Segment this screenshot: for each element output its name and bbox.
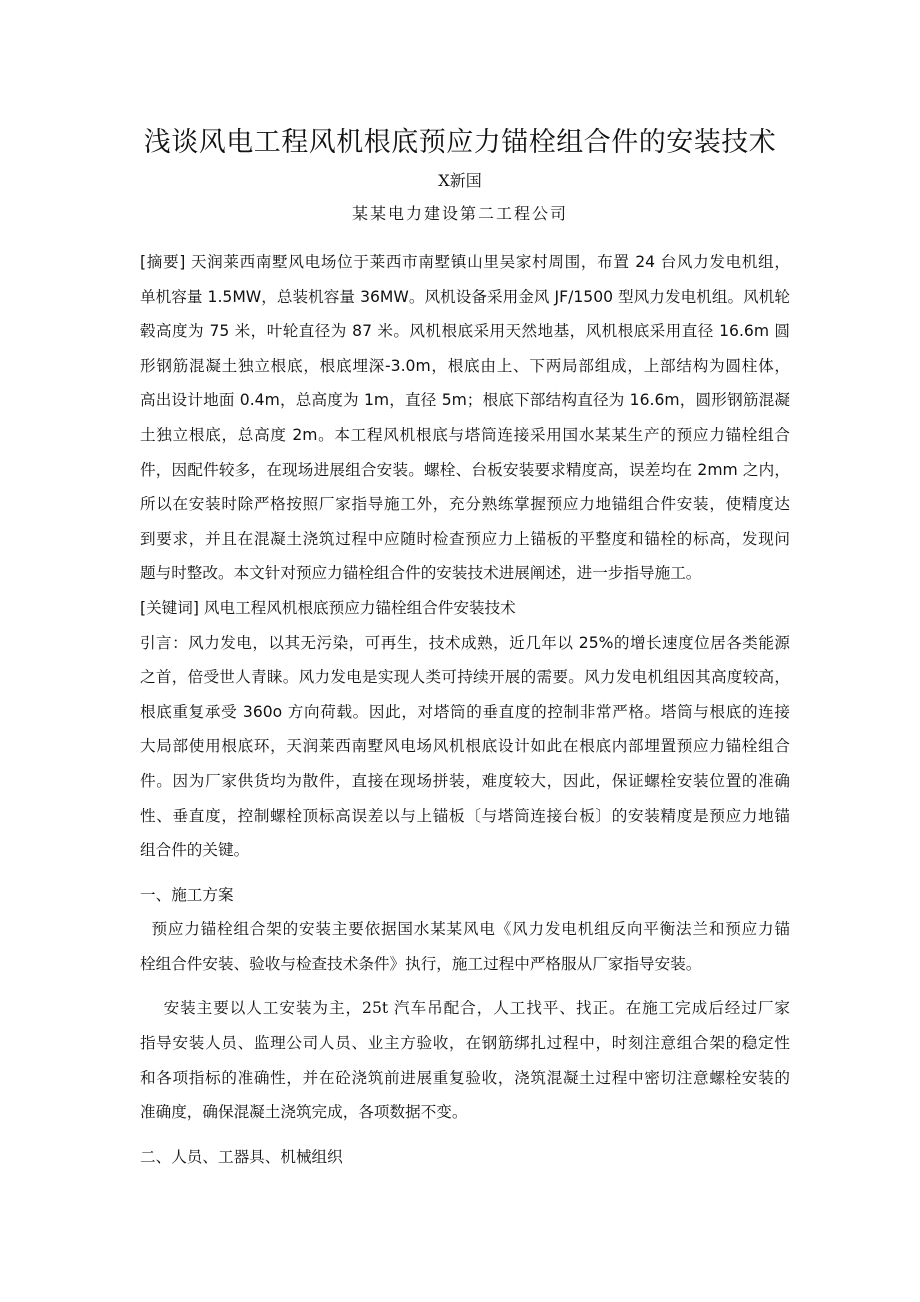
abstract-line: [摘要] 天润莱西南墅风电场位于莱西市南墅镇山里吴家村周围，布置 24 台风力发电机组， (140, 253, 790, 271)
section-1-paragraph-2 (140, 991, 790, 1129)
intro-line: 之首，倍受世人青睐。风力发电是实现人类可持续开展的需要。风力发电机组因其高度较高， (140, 668, 790, 687)
paragraph-line: 指导安装人员、监理公司人员、业主方验收，在钢筋绑扎过程中，时刻注意组合架的稳定性 (140, 1034, 790, 1053)
abstract-line: 到要求，并且在混凝土浇筑过程中应随时检查预应力上锚板的平整度和锚栓的标高，发现问 (140, 529, 790, 548)
paragraph-line: 安装主要以人工安装为主，25t 汽车吊配合，人工找平、找正。在施工完成后经过厂家 (140, 999, 790, 1018)
introduction (140, 626, 790, 868)
abstract-line: 形钢筋混凝土独立根底，根底埋深-3.0m，根底由上、下两局部组成，上部结构为圆柱体， (140, 356, 790, 375)
paragraph-line: 栓组合件安装、验收与检查技术条件》执行，施工过程中严格服从厂家指导安装。 (140, 954, 702, 973)
paragraph-line: 准确度，确保混凝土浇筑完成，各项数据不变。 (140, 1103, 468, 1122)
document-body (140, 245, 790, 1174)
abstract-line: 单机容量 1.5MW，总装机容量 36MW。风机设备采用金风 JF/1500 型风力发电机组。风机轮 (140, 287, 790, 306)
section-2-heading: 二、人员、工器具、机械组织 (140, 1147, 343, 1166)
keywords: [关键词] 风电工程风机根底预应力锚栓组合件安装技术 (140, 598, 516, 617)
abstract-line: 题与时整改。本文针对预应力锚栓组合件的安装技术进展阐述，进一步指导施工。 (140, 564, 702, 583)
intro-line: 引言：风力发电，以其无污染，可再生，技术成熟，近几年以 25%的增长速度位居各类能源 (140, 633, 790, 652)
paragraph-line: 和各项指标的准确性，并在砼浇筑前进展重复验收，浇筑混凝土过程中密切注意螺栓安装的 (140, 1068, 790, 1087)
author: X新国 (438, 171, 482, 190)
intro-line: 根底重复承受 360o 方向荷载。因此，对塔筒的垂直度的控制非常严格。塔筒与根底的连接 (140, 702, 790, 721)
abstract-line: 毂高度为 75 米，叶轮直径为 87 米。风机根底采用天然地基，风机根底采用直径 16.6m 圆 (140, 322, 790, 341)
abstract-line: 件，因配件较多，在现场进展组合安装。螺栓、台板安装要求精度高，误差均在 2mm 之内， (140, 460, 790, 479)
document-title: 浅谈风电工程风机根底预应力锚栓组合件的安装技术 (143, 127, 777, 158)
abstract-line: 土独立根底，总高度 2m。本工程风机根底与塔筒连接采用国水某某生产的预应力锚栓组合 (140, 425, 790, 444)
intro-line: 性、垂直度，控制螺栓顶标高误差以与上锚板〔与塔筒连接台板〕的安装精度是预应力地锚 (140, 806, 790, 825)
abstract-line: 所以在安装时除严格按照厂家指导施工外，充分熟练掌握预应力地锚组合件安装，使精度达 (140, 495, 790, 514)
intro-line: 件。因为厂家供货均为散件，直接在现场拼装，难度较大，因此，保证螺栓安装位置的准确 (140, 771, 790, 790)
paragraph-line: 预应力锚栓组合架的安装主要依据国水某某风电《风力发电机组反向平衡法兰和预应力锚 (140, 920, 790, 939)
company: 某某电力建设第二工程公司 (351, 204, 568, 223)
abstract (140, 245, 790, 591)
intro-line: 大局部使用根底环，天润莱西南墅风电场风机根底设计如此在根底内部埋置预应力锚栓组合 (140, 737, 790, 756)
section-1-paragraph-1 (140, 912, 790, 981)
abstract-line: 高出设计地面 0.4m，总高度为 1m，直径 5m；根底下部结构直径为 16.6m，圆形钢筋混凝 (140, 391, 790, 410)
intro-line: 组合件的关键。 (140, 841, 250, 860)
section-1-heading: 一、施工方案 (140, 885, 234, 904)
